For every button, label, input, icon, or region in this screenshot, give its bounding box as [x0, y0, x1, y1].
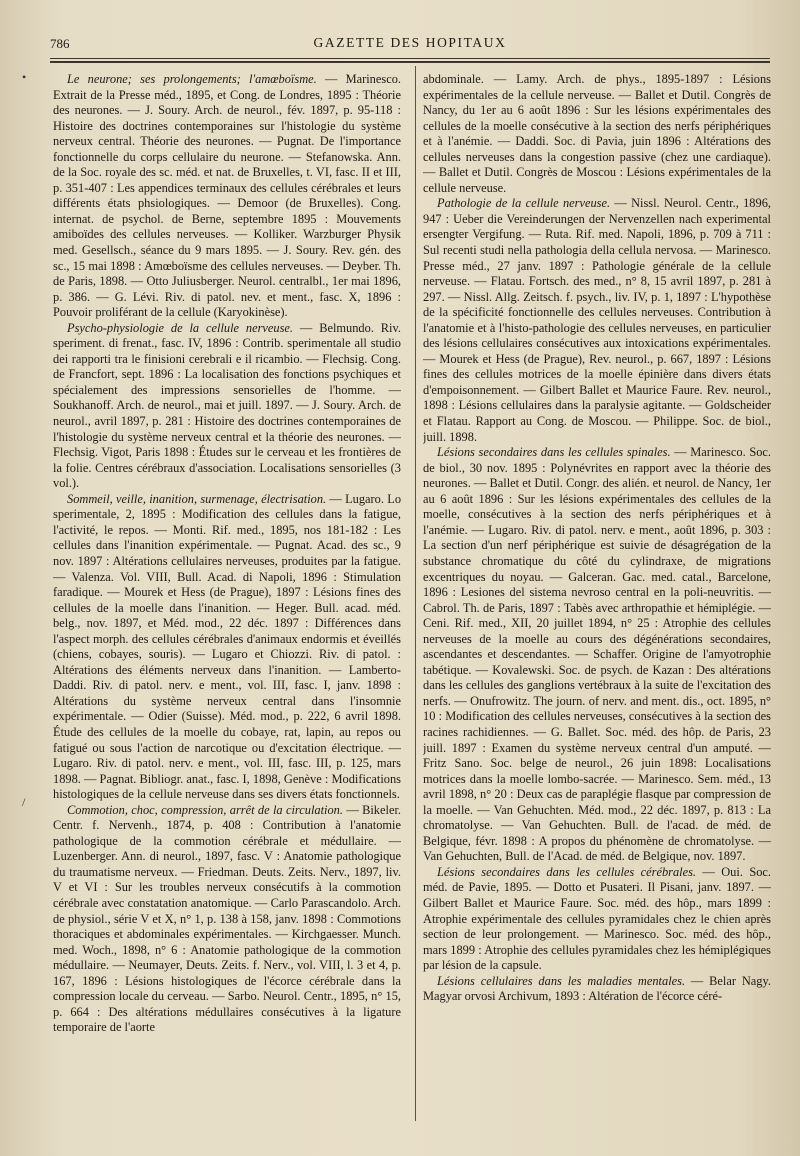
page-header [50, 32, 770, 58]
section-heading: Sommeil, veille, inanition, surmenage, électrisation. [67, 491, 327, 506]
section-heading: Le neurone; ses prolongements; l'amœboïsme. [67, 72, 317, 86]
column-divider [415, 66, 416, 1121]
header-rule [50, 58, 770, 59]
section-text: — Nissl. Neurol. Centr., 1896, 947 : Ueber die Vereinderungen der Nervenzellen nach experimental ersengter Vergifung. — Ruta. Rif. med. Napoli, 1896, p. 709 à 711 : Sul recenti studi nella pathologia della cellula nervosa. — Marinesco. Presse méd., 27 janv. 1897 : Pathologie générale de la cellule nerveuse. — Flatau. Fortsch. des med., n° 8, 15 avril 1897, p. 281 à 297. — Nissl. Allg. Zeitsch. f. psych., liv. IV, p. 1, 1897 : L'hypothèse de la spécificité fonctionnelle des cellules nerveuses. Contribution à l'anatomie et à l'histo-pathologie des cellules nerveuses, en particulier des lésions cellulaires consécutives aux intoxications expérimentales. — Mourek et Hess (de Prague), Rev. neurol., p. 667, 1897 : Lésions fines des cellules motrices de la moelle épinière dans divers états d'empoisonnement. — Gilbert Ballet et Maurice Faure. Rev. neurol., 1898 : Lésions cellulaires dans la paralysie agitante. — Goldscheider et Flatau. Rapport au Cong. de Moscou. — Philippe. Soc. de biol., juill. 1898. [423, 196, 771, 444]
page-number: 786 [50, 36, 70, 51]
section-heading: Pathologie de la cellule nerveuse. [437, 196, 611, 211]
section-heading: Lésions cellulaires dans les maladies mentales. [437, 973, 686, 988]
bibliography-section [423, 974, 771, 1005]
margin-mark: • [22, 70, 27, 84]
section-heading: Psycho-physiologie de la cellule nerveuse. [67, 320, 294, 335]
section-heading: Commotion, choc, compression, arrêt de la circulation. [67, 802, 343, 817]
section-text: — Belar Nagy. Magyar orvosi Archivum, 1893 : Altération de l'écorce céré- [423, 973, 771, 1004]
section-text: — Marinesco. Extrait de la Presse méd., 1895, et Cong. de Londres, 1895 : Théorie des neurones. — J. Soury. Arch. de neurol., fév. 1897, p. 95-118 : Histoire des doctrines contemporaines sur l'histologie du système nerveux central. Théorie des neurones. — Pugnat. De l'importance fonctionnelle du corps cellulaire du neurone. — Stefanowska. Ann. de la Soc. royale des sc. méd. et nat. de Bruxelles, t. VI, fasc. II et III, p. 351-407 : Les appendices terminaux des cellules cérébrales et leurs différents états phsiologiques. — Demoor (de Bruxelles). Cong. internat. de psychol. de Berne, septembre 1895 : Mouvements amiboïdes des cellules nerveuses. — Kolliker. Warzburger Physik med. Gesellsch., séance du 9 mars 1895. — J. Soury. Rev. gén. des sc., 15 mai 1898 : Amœboïsme des cellules nerveuses. — Deyber. Th. de Paris, 1898. — Otto Juliusberger. Neurol. centralbl., 1er mai 1896, p. 386. — G. Lévi. Riv. di patol. nev. et ment., fasc. X, 1896 : Pouvoir proliférant de la cellule (Karyokinèse). [53, 72, 401, 320]
bibliography-section [53, 803, 401, 1036]
bibliography-section [423, 445, 771, 865]
bibliography-section [53, 72, 401, 321]
margin-mark: / [22, 795, 26, 809]
section-text: — Bikeler. Centr. f. Nervenh., 1874, p. 408 : Contribution à l'anatomie pathologique de la commotion cérébrale et médullaire. — Luzenberger. Ann. di neurol., 1897, fasc. V : Anatomie pathologique du traumatisme nerveux. — Friedman. Deuts. Zeits. Nerv., 1897, liv. V et VI : Sur les troubles nerveux consécutifs à la commotion cérébrale avec constatation anatomique. — Carlo Parascandolo. Arch. de physiol., série V et X, n° 1, p. 138 à 158, janv. 1898 : Commotions thoraciques et abdominales expérimentales. — Kirchgaesser. Munch. med. Woch., 1898, n° 6 : Anatomie pathologique de la commotion médullaire. — Neumayer, Deuts. Zeits. f. Nerv., vol. VIII, l. 3 et 4, p. 167, 1896 : Lésions histologiques de l'écorce cérébrale dans la compression locale du cerveau. — Sarbo. Neurol. Centr., 1895, n° 15, p. 664 : Des altérations médullaires consécutives à la ligature temporaire de l'aorte [53, 802, 401, 1035]
bibliography-section [423, 196, 771, 445]
section-text: abdominale. — Lamy. Arch. de phys., 1895-1897 : Lésions expérimentales de la cellule nerveuse. — Ballet et Dutil. Congrès de Nancy, du 1er au 6 août 1896 : Sur les lésions expérimentales des cellules de la moelle consécutive à la section des nerfs périphériques et à l'anémie. — Daddi. Soc. di Pavia, juin 1896 : Altérations des cellules nerveuses dans la congestion passive (chez une cardiaque). — Ballet et Dutil. Congrès de Moscou : Lésions expérimentales de la cellule nerveuse. [423, 72, 771, 195]
section-heading: Lésions secondaires dans les cellules cérébrales. [437, 864, 697, 879]
bibliography-section [423, 865, 771, 974]
right-column [423, 72, 771, 1122]
journal-title: GAZETTE DES HOPITAUX [313, 35, 507, 50]
section-heading: Lésions secondaires dans les cellules spinales. [437, 445, 671, 460]
bibliography-section [53, 321, 401, 492]
bibliography-section-continued [423, 72, 771, 196]
section-text: — Belmundo. Riv. speriment. di frenat., fasc. IV, 1896 : Contrib. sperimentale all studio dei rapporti tra le finisioni cerebrali e il ricambio. — Flechsig. Cong. de Francfort, sept. 1896 : La localisation des fonctions psychiques et spécialement des impressions sensorielles de l'homme. — Soukhanoff. Arch. de neurol., mai et juill. 1897. — J. Soury. Arch. de neurol., avril 1897, p. 281 : Histoire des doctrines contemporaines de l'histologie du système nerveux central et la théorie des neurones. — Flechsig. Vigot, Paris 1898 : Études sur le cerveau et les frontières de la folie. Centres cérébraux d'association. Localisations sensorielles (3 vol.). [53, 320, 401, 491]
bibliography-section [53, 492, 401, 803]
left-column [53, 72, 401, 1122]
section-text: — Oui. Soc. méd. de Pavie, 1895. — Dotto et Pusateri. Il Pisani, janv. 1897. — Gilbert Ballet et Maurice Faure. Soc. méd. des hôp., mars 1899 : Atrophie expérimentale des cellules pyramidales chez le chien après section de leur prolongement. — Marinesco. Soc. méd. des hôp., mars 1899 : Atrophie des cellules pyramidales chez les hémiplégiques par lésion de la capsule. [423, 864, 771, 973]
section-text: — Marinesco. Soc. de biol., 30 nov. 1895 : Polynévrites en rapport avec la théorie des neurones. — Ballet et Dutil. Congr. des alién. et neurol. de Nancy, 1er au 6 août 1896 : Sur les lésions expérimentales des cellules de la moelle, consécutives à la section des nerfs périphériques et à l'anémie. — Lugaro. Riv. di patol. nerv. e ment., août 1896, p. 303 : La section d'un nerf périphérique est suivie de désagrégation de la substance chromatique du côté du cylindraxe, de migrations excentriques du noyau. — Galceran. Gac. med. catal., Barcelone, 1896 : Lesiones del sistema nevroso central en la poli-neuvritis. — Cabrol. Th. de Paris, 1897 : Tabès avec arthropathie et hémiplégie. — Ceni. Rif. med., XII, 20 juillet 1894, n° 25 : Atrophie des cellules nerveuses de la moelle au cours des dégénérations secondaires, ascendantes et descendantes. — Schaffer. Origine de l'amyotrophie tabétique. — Kovalewski. Soc. de psych. de Kazan : Des altérations dans les cellules des ganglions vertébraux à la suite de l'excitation des nerfs. — Onufrowitz. The journ. of nerv. and ment. dis., oct. 1895, n° 10 : Modification des cellules nerveuses, consécutives à la section des racines rachidiennes. — G. Ballet. Soc. méd. des hôp. de Paris, 23 juill. 1897 : Examen du système nerveux central d'un amputé. — Fritz Sano. Soc. belge de neurol., 26 juin 1898: Localisations motrices dans la moelle lombo-sacrée. — Marinesco. Sem. méd., 13 avril 1898, n° 20 : Deux cas de paraplégie flasque par compression de la moelle. — Van Gehuchten. Méd. mod., 22 déc. 1897, p. 813 : La chromatolyse. — Van Gehuchten. Bull. de l'acad. de méd. de Belgique, févr. 1898 : A propos du phénomène de chromatolyse. — Van Gehuchten, Bull. de l'Acad. de méd. de Belgique, nov. 1897. [423, 445, 771, 864]
header-rule-thick [50, 61, 770, 63]
section-text: — Lugaro. Lo sperimentale, 2, 1895 : Modification des cellules dans la fatigue, l'activité, le repos. — Monti. Rif. med., 1895, nos 181-182 : Les cellules dans l'inanition expérimentale. — Pugnat. Acad. des sc., 9 nov. 1897 : Altérations cellulaires nerveuses, produites par la fatigue. — Valenza. Vol. VIII, Bull. Acad. di Napoli, 1896 : Stimulation faradique. — Mourek et Hess (de Prague), 1897 : Lésions fines des cellules de la moelle dans l'inanition. — Heger. Bull. acad. méd. belg., nov. 1897, et Méd. mod., 22 déc. 1897 : Différences dans l'aspect morph. des cellules cérébrales d'animaux endormis et éveillés (chiens, cobayes, souris). — Lugaro et Chiozzi. Riv. di patol. : Altérations des éléments nerveux dans l'inanition. — Lamberto-Daddi. Riv. di patol. nerv. e ment., vol. III, fasc. I, janv. 1898 : Altérations du système nerveux central dans l'insomnie expérimentale. — Odier (Suisse). Méd. mod., p. 222, 6 avril 1898. Étude des cellules de la moelle du cobaye, rat, lapin, au repos ou fatigué ou sous l'action de narcotique ou d'excitation électrique. — Lugaro. Riv. di patol. nerv. e ment., vol. III, fasc. III, p. 125, mars 1898. — Pagnat. Bibliogr. anat., fasc. I, 1898, Genève : Modifications histologiques de la cellule nerveuse dans ses divers états fonctionnels. [53, 491, 401, 802]
